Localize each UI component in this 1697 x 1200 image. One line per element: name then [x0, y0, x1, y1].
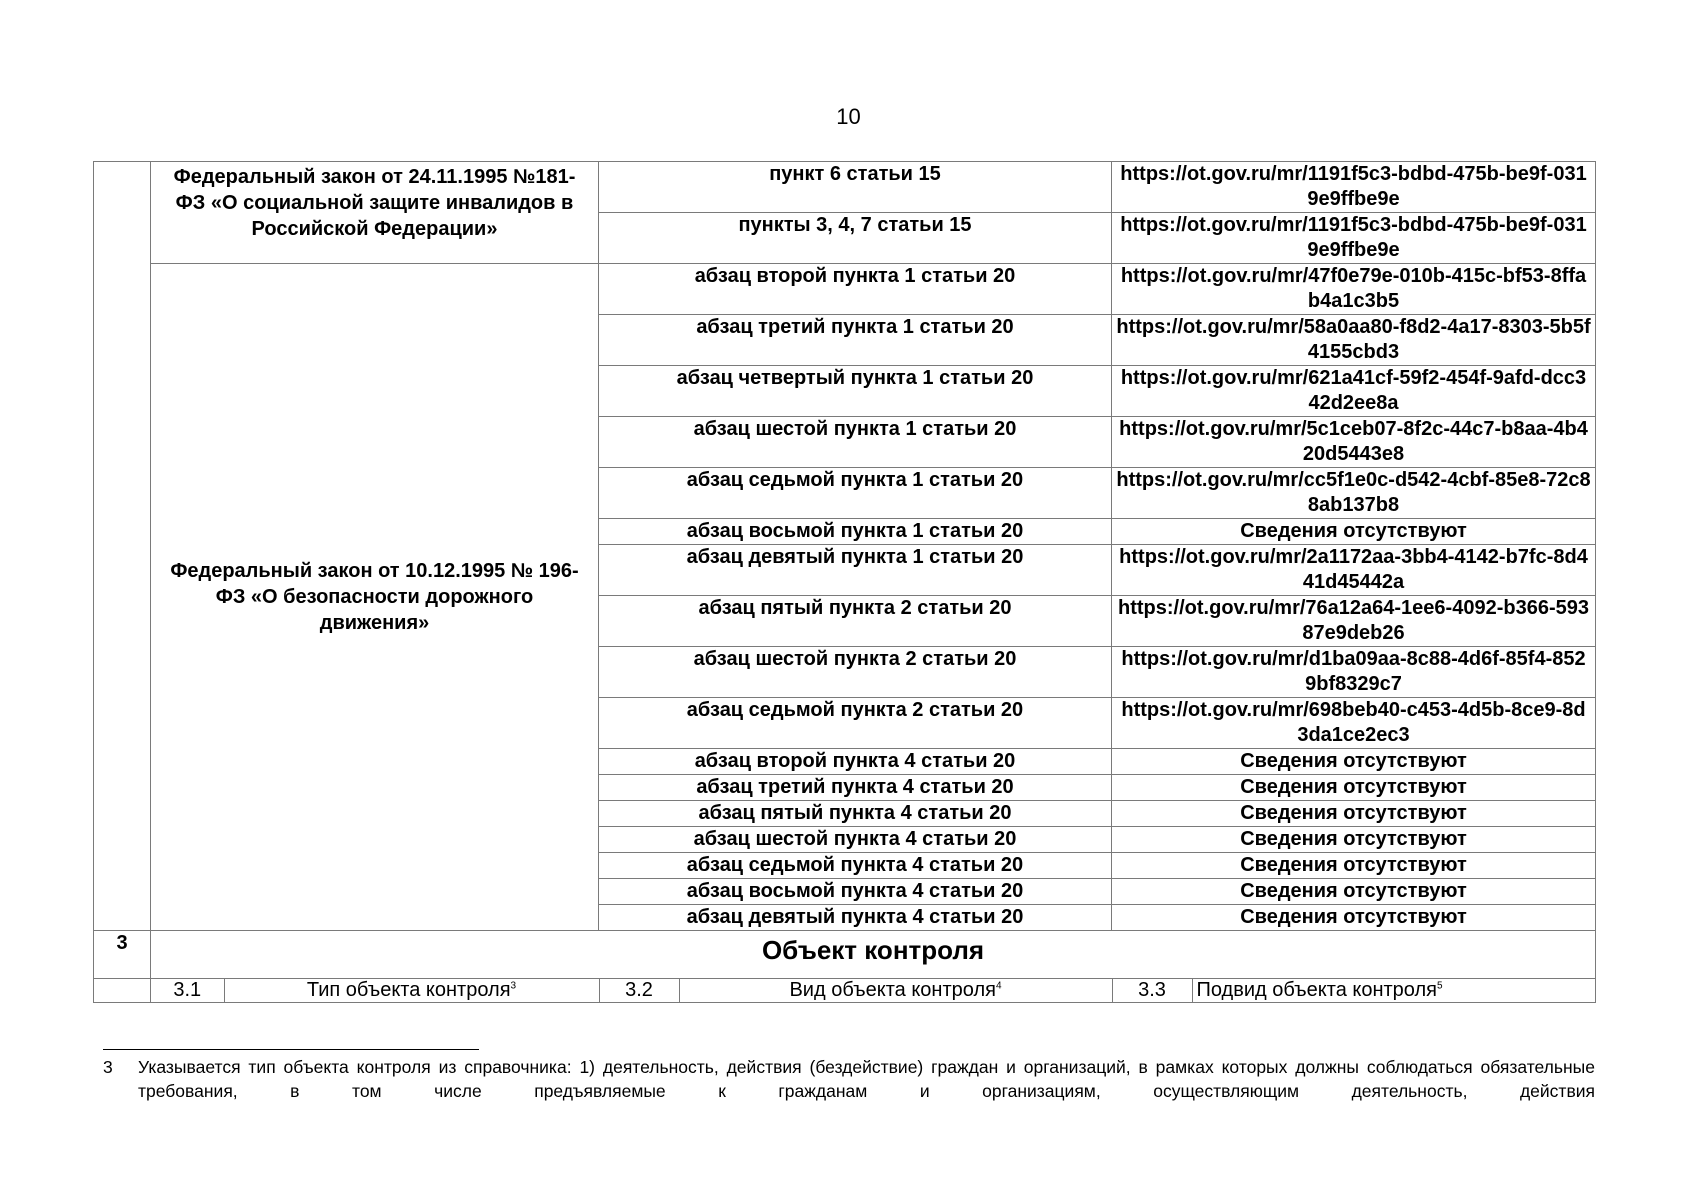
- footnote-number: 3: [103, 1057, 113, 1077]
- no-data-cell: Сведения отсутствуют: [1112, 827, 1596, 853]
- field-3-1-label-text: Тип объекта контроля: [306, 979, 511, 1001]
- provision-cell: пункт 6 статьи 15: [599, 162, 1112, 213]
- provision-cell: абзац шестой пункта 1 статьи 20: [599, 417, 1112, 468]
- field-3-3-label-text: Подвид объекта контроля: [1196, 979, 1437, 1001]
- field-3-3-label: [1192, 979, 1596, 1002]
- field-3-2-number: 3.2: [599, 979, 679, 1002]
- provision-cell: абзац девятый пункта 1 статьи 20: [599, 545, 1112, 596]
- page-number: 10: [836, 104, 861, 129]
- guidance-link[interactable]: https://ot.gov.ru/mr/76a12a64-1ee6-4092-b366-59387e9deb26: [1112, 596, 1596, 647]
- provision-cell: абзац шестой пункта 4 статьи 20: [599, 827, 1112, 853]
- provision-cell: абзац восьмой пункта 1 статьи 20: [599, 519, 1112, 545]
- section-fields: [151, 979, 1596, 1003]
- no-data-cell: Сведения отсутствуют: [1112, 519, 1596, 545]
- provision-cell: абзац третий пункта 1 статьи 20: [599, 315, 1112, 366]
- provision-cell: абзац пятый пункта 2 статьи 20: [599, 596, 1112, 647]
- provision-cell: абзац пятый пункта 4 статьи 20: [599, 801, 1112, 827]
- requirements-table: [93, 161, 1596, 1003]
- provision-cell: абзац шестой пункта 2 статьи 20: [599, 647, 1112, 698]
- provision-cell: абзац девятый пункта 4 статьи 20: [599, 905, 1112, 931]
- guidance-link[interactable]: https://ot.gov.ru/mr/1191f5c3-bdbd-475b-be9f-0319e9ffbe9e: [1112, 213, 1596, 264]
- provision-cell: абзац четвертый пункта 1 статьи 20: [599, 366, 1112, 417]
- section-fields-table: [151, 979, 1596, 1002]
- field-3-1-number: 3.1: [173, 979, 202, 1001]
- section-title: Объект контроля: [151, 931, 1596, 979]
- section-fields-row: [94, 979, 1596, 1003]
- provision-cell: абзац седьмой пункта 4 статьи 20: [599, 853, 1112, 879]
- provision-cell: абзац седьмой пункта 1 статьи 20: [599, 468, 1112, 519]
- guidance-link[interactable]: https://ot.gov.ru/mr/621a41cf-59f2-454f-9afd-dcc342d2ee8a: [1112, 366, 1596, 417]
- guidance-link[interactable]: https://ot.gov.ru/mr/47f0e79e-010b-415c-bf53-8ffab4a1c3b5: [1112, 264, 1596, 315]
- law-title: Федеральный закон от 24.11.1995 №181-ФЗ «О социальной защите инвалидов в Российской Федерации»: [151, 162, 599, 264]
- field-3-2-footnote-ref[interactable]: 4: [995, 980, 1002, 992]
- no-data-cell: Сведения отсутствуют: [1112, 801, 1596, 827]
- guidance-link[interactable]: https://ot.gov.ru/mr/d1ba09aa-8c88-4d6f-85f4-8529bf8329c7: [1112, 647, 1596, 698]
- guidance-link[interactable]: https://ot.gov.ru/mr/698beb40-c453-4d5b-8ce9-8d3da1ce2ec3: [1112, 698, 1596, 749]
- field-3-3-footnote-ref[interactable]: 5: [1437, 980, 1443, 992]
- no-data-cell: Сведения отсутствуют: [1112, 775, 1596, 801]
- field-3-2-label-text: Вид объекта контроля: [789, 979, 996, 1001]
- field-3-1-footnote-ref[interactable]: 3: [510, 980, 517, 992]
- row-number-cell: [94, 162, 151, 931]
- provision-cell: абзац второй пункта 4 статьи 20: [599, 749, 1112, 775]
- provision-cell: пункты 3, 4, 7 статьи 15: [599, 213, 1112, 264]
- no-data-cell: Сведения отсутствуют: [1112, 905, 1596, 931]
- no-data-cell: Сведения отсутствуют: [1112, 879, 1596, 905]
- section-number: 3: [94, 931, 151, 979]
- table-row: [94, 264, 1596, 315]
- section-row: [94, 931, 1596, 979]
- guidance-link[interactable]: https://ot.gov.ru/mr/1191f5c3-bdbd-475b-be9f-0319e9ffbe9e: [1112, 162, 1596, 213]
- guidance-link[interactable]: https://ot.gov.ru/mr/58a0aa80-f8d2-4a17-8303-5b5f4155cbd3: [1112, 315, 1596, 366]
- provision-cell: абзац седьмой пункта 2 статьи 20: [599, 698, 1112, 749]
- guidance-link[interactable]: https://ot.gov.ru/mr/cc5f1e0c-d542-4cbf-85e8-72c88ab137b8: [1112, 468, 1596, 519]
- provision-cell: абзац восьмой пункта 4 статьи 20: [599, 879, 1112, 905]
- provision-cell: абзац третий пункта 4 статьи 20: [599, 775, 1112, 801]
- no-data-cell: Сведения отсутствуют: [1112, 749, 1596, 775]
- section-number-continuation: [94, 979, 151, 1003]
- field-3-3-number: 3.3: [1112, 979, 1192, 1002]
- guidance-link[interactable]: https://ot.gov.ru/mr/5c1ceb07-8f2c-44c7-b8aa-4b420d5443e8: [1112, 417, 1596, 468]
- law-title: Федеральный закон от 10.12.1995 № 196-ФЗ «О безопасности дорожного движения»: [151, 264, 599, 931]
- requirements-table-body: [94, 162, 1596, 1003]
- table-row: [94, 162, 1596, 213]
- provision-cell: абзац второй пункта 1 статьи 20: [599, 264, 1112, 315]
- footnote-separator: [103, 1049, 479, 1050]
- field-3-2-label: [679, 979, 1112, 1002]
- no-data-cell: Сведения отсутствуют: [1112, 853, 1596, 879]
- guidance-link[interactable]: https://ot.gov.ru/mr/2a1172aa-3bb4-4142-b7fc-8d441d45442a: [1112, 545, 1596, 596]
- field-3-1-label: [224, 979, 599, 1002]
- footnote-text: Указывается тип объекта контроля из справочника: 1) деятельность, действия (бездействие) граждан и организаций, в рамках которых должны соблюдаться обязательные требования, в том числе предъявляемые к гражданам и организациям, осуществляющим деятельность, действия: [138, 1057, 1595, 1101]
- footnote: [103, 1055, 1595, 1103]
